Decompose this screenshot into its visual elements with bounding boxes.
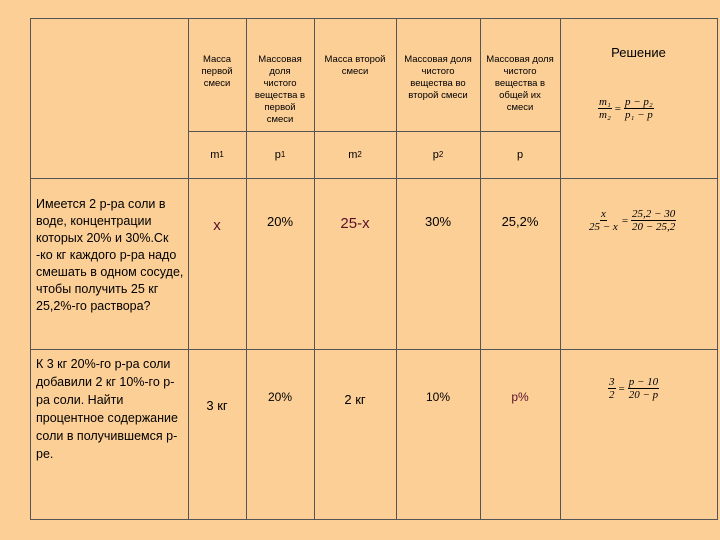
symbol-p1: p 1 bbox=[274, 148, 286, 161]
row2-formula-lhs-den: 2 bbox=[609, 389, 615, 401]
row1-formula-eq: = bbox=[621, 214, 629, 227]
row1-m2: 25-x bbox=[340, 214, 370, 232]
row2-formula-lhs-num: 3 bbox=[609, 376, 615, 388]
row2-m2: 2 кг bbox=[344, 391, 366, 407]
row1-p1: 20% bbox=[266, 213, 294, 229]
formula-eq: = bbox=[614, 102, 621, 115]
row2-p1: 20% bbox=[267, 390, 293, 404]
row1-formula-lhs-num: x bbox=[600, 208, 606, 220]
symbol-p2: p 2 bbox=[432, 148, 444, 161]
row2-m1: 3 кг bbox=[206, 397, 228, 413]
header-fraction-second: Массовая доля чистого вещества во второй смеси bbox=[404, 54, 472, 101]
row2-formula-rhs-num: p − 10 bbox=[628, 376, 659, 388]
table-border-left bbox=[30, 18, 31, 520]
problem-2-text: К 3 кг 20%-го р-ра соли добавили 2 кг 10%-го р-ра соли. Найти процентное содержание соли в получившемся р-ре. bbox=[36, 357, 178, 461]
symbol-m2: m 2 bbox=[348, 148, 362, 161]
row2-formula bbox=[608, 376, 659, 401]
table-border-bottom bbox=[30, 519, 718, 520]
row1-formula-rhs-num: 25,2 − 30 bbox=[632, 208, 676, 220]
symbol-p: p bbox=[516, 148, 524, 161]
row1-formula bbox=[588, 208, 676, 233]
header-solution: Решение bbox=[611, 44, 666, 60]
row2-p2: 10% bbox=[425, 390, 451, 404]
header-mass-first: Масса первой смеси bbox=[201, 54, 233, 89]
row1-p2: 30% bbox=[424, 213, 452, 229]
row2-formula-eq: = bbox=[618, 382, 625, 395]
column-divider bbox=[560, 18, 561, 520]
row-divider bbox=[30, 349, 718, 350]
row2-p: p% bbox=[511, 390, 529, 404]
general-formula bbox=[598, 96, 654, 121]
header-fraction-total: Массовая доля чистого вещества в общей их смеси bbox=[486, 54, 554, 113]
formula-rhs-num: p − p₂ bbox=[625, 96, 653, 108]
row2-formula-rhs-den: 20 − p bbox=[628, 389, 659, 401]
table-border-right bbox=[717, 18, 718, 520]
row-divider bbox=[30, 178, 718, 179]
row1-formula-lhs-den: 25 − x bbox=[589, 221, 618, 233]
row1-formula-rhs-den: 20 − 25,2 bbox=[632, 221, 676, 233]
row1-p: 25,2% bbox=[501, 213, 539, 229]
header-fraction-first: Массовая доля чистого вещества в первой смеси bbox=[254, 54, 306, 125]
row1-m1: x bbox=[213, 216, 221, 234]
header-mass-second: Масса второй смеси bbox=[324, 54, 386, 77]
formula-rhs-den: p₁ − p bbox=[625, 109, 653, 121]
problem-1-text: Имеется 2 р-ра соли в воде, концентрации которых 20% и 30%.Ск -ко кг каждого р-ра надо смешать в одном сосуде, чтобы получить 25 кг 25,2%-го раствора? bbox=[36, 197, 184, 313]
formula-lhs-num: m₁ bbox=[599, 96, 611, 108]
symbol-m1: m 1 bbox=[210, 148, 224, 161]
formula-lhs-den: m₂ bbox=[599, 109, 611, 121]
